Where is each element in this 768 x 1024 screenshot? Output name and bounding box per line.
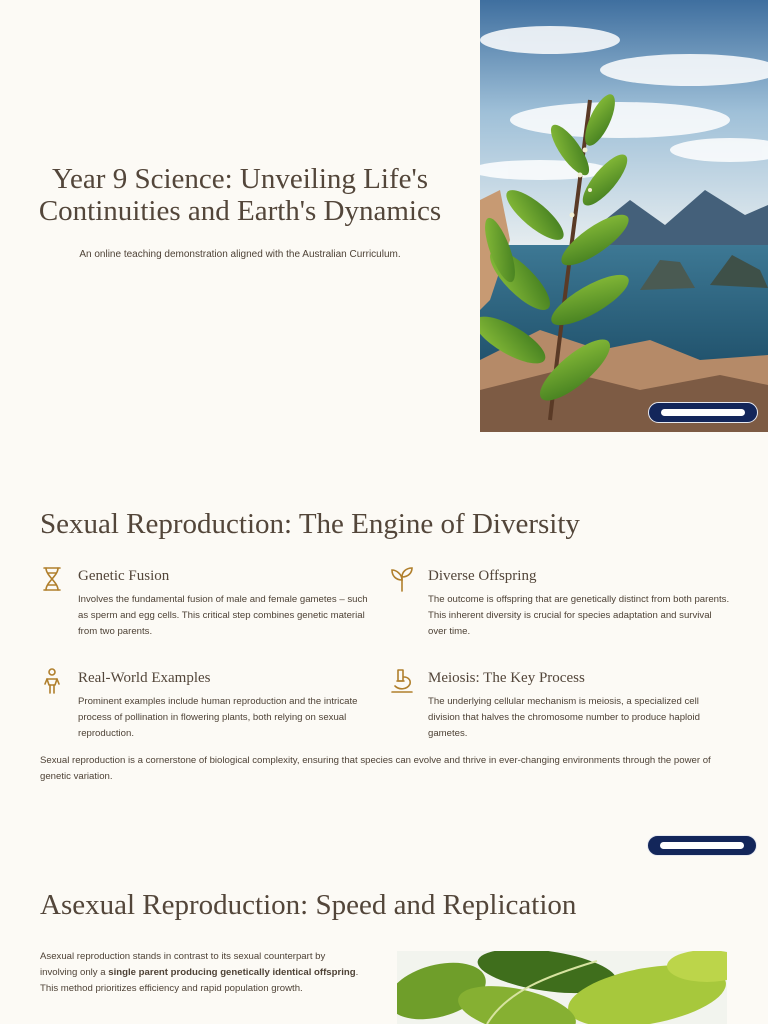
redacted-label <box>660 842 744 849</box>
hero-text <box>0 0 480 432</box>
feature-title: Real-World Examples <box>78 670 211 686</box>
intro-text-end: . This method prioritizes efficiency and rapid population growth. <box>40 967 359 994</box>
feature-title: Diverse Offspring <box>428 568 537 584</box>
feature-real-world-examples <box>40 668 380 748</box>
feature-diverse-offspring <box>390 566 730 646</box>
section-caption-pill[interactable] <box>647 835 757 856</box>
feature-body: The outcome is offspring that are genetically distinct from both parents. This inherent diversity is crucial for species adaptation and survival over time. <box>428 594 730 637</box>
asexual-intro <box>40 949 360 997</box>
feature-genetic-fusion <box>40 566 380 646</box>
dna-icon <box>40 566 64 592</box>
feature-meiosis <box>390 668 730 748</box>
intro-bold-text: single parent producing genetically identical offspring <box>108 967 356 978</box>
person-icon <box>40 668 64 694</box>
feature-body: The underlying cellular mechanism is meiosis, a specialized cell division that halves the chromosome number to produce haploid gametes. <box>428 696 700 739</box>
feature-title: Genetic Fusion <box>78 568 170 584</box>
asexual-leaf-image <box>397 951 727 1024</box>
section-title-asexual: Asexual Reproduction: Speed and Replication <box>40 889 577 921</box>
section-summary: Sexual reproduction is a cornerstone of biological complexity, ensuring that species can evolve and thrive in ever-changing environments through the power of genetic variation. <box>40 755 711 782</box>
hero-image-plant-seascape <box>480 0 768 432</box>
image-caption-pill[interactable] <box>648 402 758 423</box>
redacted-label <box>661 409 745 416</box>
section-title-sexual: Sexual Reproduction: The Engine of Diversity <box>40 508 580 540</box>
feature-body: Prominent examples include human reproduction and the intricate process of pollination in flowering plants, both relying on sexual reproduction. <box>78 696 358 739</box>
sprout-icon <box>390 566 414 592</box>
microscope-icon <box>390 668 414 694</box>
page-subtitle: An online teaching demonstration aligned with the Australian Curriculum. <box>79 248 401 260</box>
intro-text: Asexual reproduction stands in contrast to its sexual counterpart by involving only a <box>40 951 326 978</box>
feature-body: Involves the fundamental fusion of male and female gametes – such as sperm and egg cells. This critical step combines genetic material from two parents. <box>78 594 368 637</box>
feature-title: Meiosis: The Key Process <box>428 670 585 686</box>
page-title: Year 9 Science: Unveiling Life's Continuities and Earth's Dynamics <box>38 162 442 227</box>
